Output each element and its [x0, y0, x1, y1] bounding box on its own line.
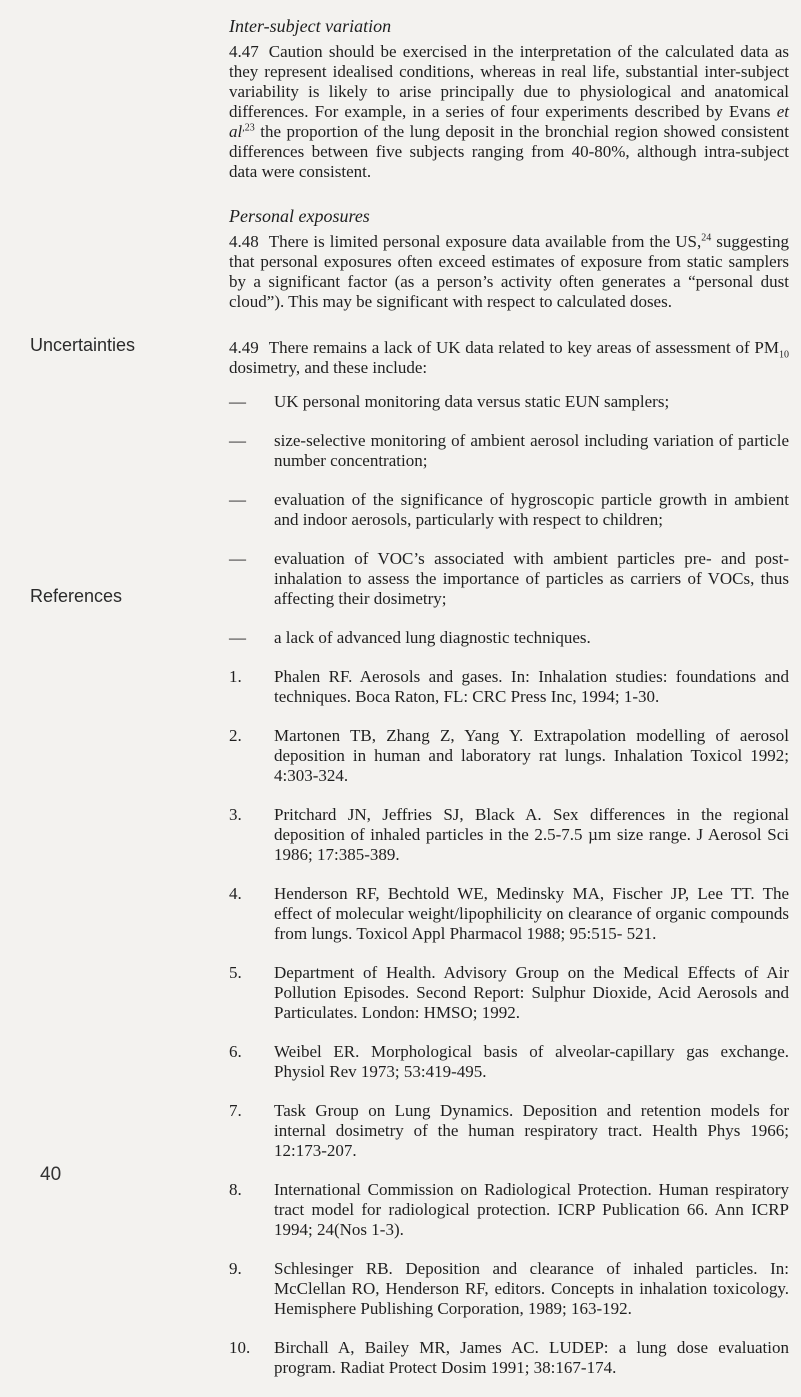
list-item	[229, 490, 789, 530]
reference-item	[229, 963, 789, 1023]
reference-number: 7.	[229, 1101, 242, 1120]
list-item-text: evaluation of VOC’s associated with ambient particles pre- and post-inhalation to assess the importance of particles as carriers of VOCs, thus affecting their dosimetry;	[274, 549, 789, 608]
reference-item	[229, 1259, 789, 1319]
paragraph-text: Caution should be exercised in the interpretation of the calculated data as they represent idealised conditions, whereas in real life, substantial inter-subject variability is likely to arise principally due to physiological and anatomical differences. For example, in a series of four experiments described by Evans	[229, 42, 789, 121]
reference-item	[229, 726, 789, 786]
paragraph-text: There is limited personal exposure data available from the US,	[268, 232, 702, 251]
list-item	[229, 628, 789, 648]
paragraph-number: 4.47	[229, 42, 259, 61]
reference-item	[229, 805, 789, 865]
list-item-text: a lack of advanced lung diagnostic techniques.	[274, 628, 591, 647]
section-uncertainties	[229, 338, 789, 648]
paragraph-4-48	[229, 232, 789, 312]
paragraph-text: the proportion of the lung deposit in the bronchial region showed consistent differences between five subjects ranging from 40-80%, although intra-subject data were consistent.	[229, 122, 789, 181]
reference-number: 8.	[229, 1180, 242, 1199]
reference-item	[229, 1101, 789, 1161]
reference-item	[229, 884, 789, 944]
paragraph-text: suggesting that personal exposures often exceed estimates of exposure from static samplers by a significant factor (as a person’s activity often generates a “personal dust cloud”). This may be significant with respect to calculated doses.	[229, 232, 789, 311]
dash-mark: —	[229, 628, 246, 647]
reference-text: Department of Health. Advisory Group on the Medical Effects of Air Pollution Episodes. Second Report: Sulphur Dioxide, Acid Aerosols and Particulates. London: HMSO; 1992.	[274, 963, 789, 1022]
et-al-text: et al	[229, 102, 789, 141]
dash-mark: —	[229, 490, 246, 509]
uncertainty-list	[229, 392, 789, 648]
reference-item	[229, 1042, 789, 1082]
citation-sup: ,23	[242, 122, 255, 134]
main-content	[229, 14, 789, 1397]
uncertainties-label: Uncertainties	[30, 335, 136, 355]
paragraph-number: 4.48	[229, 232, 259, 251]
reference-list	[229, 667, 789, 1378]
reference-text: Birchall A, Bailey MR, James AC. LUDEP: a lung dose evaluation program. Radiat Protect Dosim 1991; 38:167-174.	[274, 1338, 789, 1377]
reference-text: Martonen TB, Zhang Z, Yang Y. Extrapolation modelling of aerosol deposition in human and laboratory rat lungs. Inhalation Toxicol 1992; 4:303-324.	[274, 726, 789, 785]
section-personal	[229, 204, 789, 312]
paragraph-number: 4.49	[229, 338, 259, 357]
dash-mark: —	[229, 431, 246, 450]
list-item-text: evaluation of the significance of hygroscopic particle growth in ambient and indoor aerosols, particularly with respect to children;	[274, 490, 789, 529]
reference-number: 10.	[229, 1338, 251, 1357]
paragraph-text: There remains a lack of UK data related to key areas of assessment of PM	[268, 338, 779, 357]
dash-mark: —	[229, 549, 246, 568]
reference-text: Weibel ER. Morphological basis of alveolar-capillary gas exchange. Physiol Rev 1973; 53:419-495.	[274, 1042, 789, 1081]
reference-text: International Commission on Radiological Protection. Human respiratory tract model for radiological protection. ICRP Publication 66. Ann ICRP 1994; 24(Nos 1-3).	[274, 1180, 789, 1239]
references-label: References	[30, 586, 123, 606]
citation-sup: 24	[701, 232, 712, 244]
reference-number: 3.	[229, 805, 242, 824]
section-inter-subject	[229, 14, 789, 182]
subscript: 10	[779, 349, 789, 361]
page-number: 40	[40, 1164, 62, 1185]
reference-number: 1.	[229, 667, 242, 686]
reference-text: Pritchard JN, Jeffries SJ, Black A. Sex differences in the regional deposition of inhaled particles in the 2.5-7.5 µm size range. J Aerosol Sci 1986; 17:385-389.	[274, 805, 789, 864]
reference-number: 6.	[229, 1042, 242, 1061]
reference-text: Schlesinger RB. Deposition and clearance of inhaled particles. In: McClellan RO, Henderson RF, editors. Concepts in inhalation toxicology. Hemisphere Publishing Corporation, 1989; 163-192.	[274, 1259, 789, 1318]
list-item	[229, 392, 789, 412]
reference-number: 4.	[229, 884, 242, 903]
reference-text: Henderson RF, Bechtold WE, Medinsky MA, Fischer JP, Lee TT. The effect of molecular weight/lipophilicity on clearance of organic compounds from lungs. Toxicol Appl Pharmacol 1988; 95:515- 521.	[274, 884, 789, 943]
paragraph-4-47	[229, 42, 789, 182]
reference-number: 9.	[229, 1259, 242, 1278]
reference-item	[229, 1180, 789, 1240]
reference-number: 2.	[229, 726, 242, 745]
reference-item	[229, 667, 789, 707]
paragraph-4-49	[229, 338, 789, 378]
list-item	[229, 431, 789, 471]
list-item-text: size-selective monitoring of ambient aerosol including variation of particle number concentration;	[274, 431, 789, 470]
reference-item	[229, 1338, 789, 1378]
section-title-inter-subject: Inter-subject variation	[229, 16, 392, 36]
reference-text: Phalen RF. Aerosols and gases. In: Inhalation studies: foundations and techniques. Boca Raton, FL: CRC Press Inc, 1994; 1-30.	[274, 667, 789, 706]
list-item-text: UK personal monitoring data versus static EUN samplers;	[274, 392, 670, 411]
paragraph-text: dosimetry, and these include:	[229, 358, 428, 377]
dash-mark: —	[229, 392, 246, 411]
list-item	[229, 549, 789, 609]
reference-number: 5.	[229, 963, 242, 982]
reference-text: Task Group on Lung Dynamics. Deposition and retention models for internal dosimetry of the human respiratory tract. Health Phys 1966; 12:173-207.	[274, 1101, 789, 1160]
section-title-personal: Personal exposures	[229, 206, 370, 226]
